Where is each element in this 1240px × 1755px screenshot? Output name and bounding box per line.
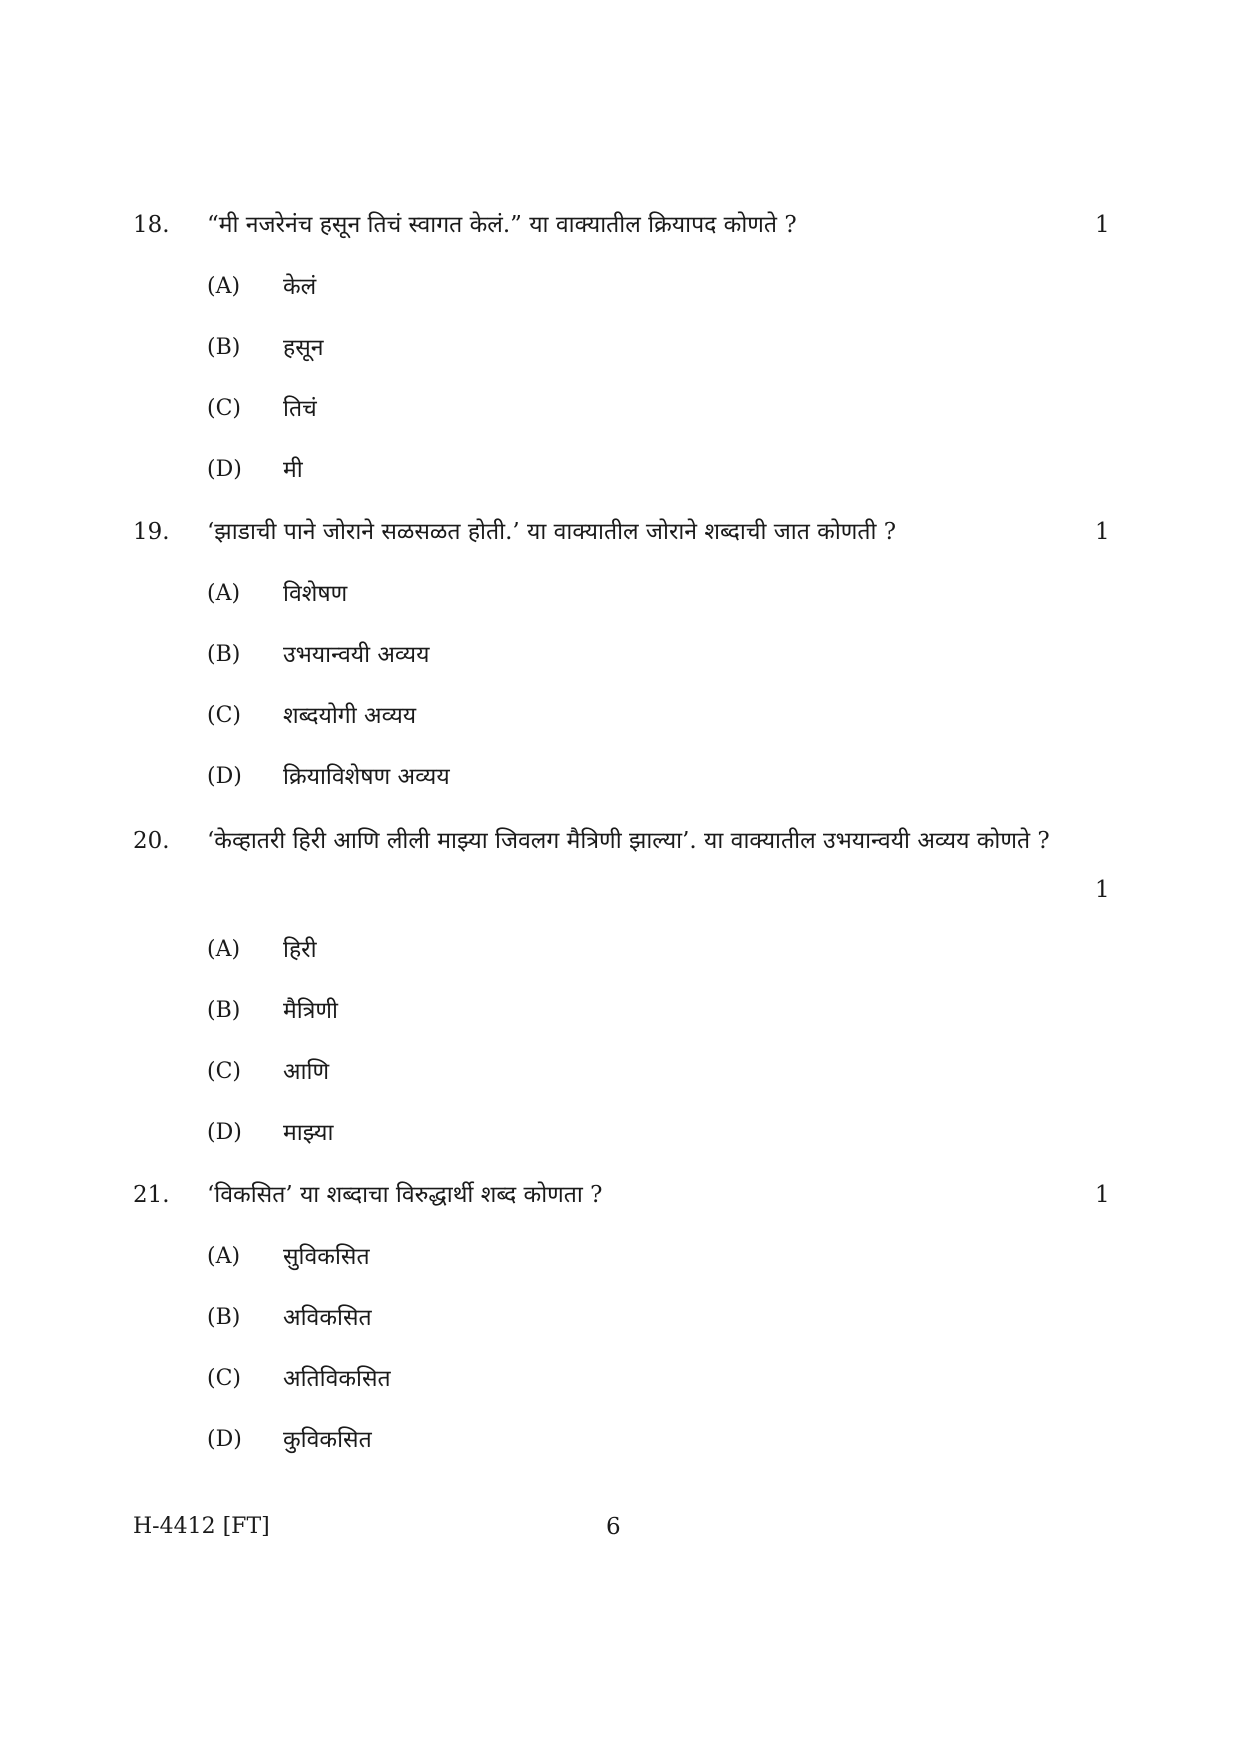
option-text: अतिविकसित (283, 1366, 391, 1392)
option-18-c (0, 394, 1240, 424)
option-label: (C) (207, 396, 241, 421)
question-text: ‘केव्हातरी हिरी आणि लीली माझ्या जिवलग मैत्रिणी झाल्या’. या वाक्यातील उभयान्वयी अव्यय कोणते ? (207, 828, 1050, 854)
option-text: आणि (283, 1059, 330, 1085)
question-number: 18. (133, 212, 170, 238)
question-text: “मी नजरेनंच हसून तिचं स्वागत केलं.” या वाक्यातील क्रियापद कोणते ? (207, 212, 797, 238)
question-number: 20. (133, 828, 170, 854)
option-text: शब्दयोगी अव्यय (283, 703, 417, 729)
option-text: हसून (283, 335, 324, 361)
option-text: मैत्रिणी (283, 998, 338, 1024)
option-label: (B) (207, 998, 241, 1023)
option-label: (D) (207, 764, 242, 789)
option-label: (A) (207, 274, 241, 299)
option-20-a (0, 935, 1240, 965)
option-label: (A) (207, 581, 241, 606)
option-label: (D) (207, 1427, 242, 1452)
option-20-d (0, 1118, 1240, 1148)
option-19-c (0, 701, 1240, 731)
option-text: सुविकसित (283, 1244, 370, 1270)
option-label: (D) (207, 457, 242, 482)
option-20-b (0, 996, 1240, 1026)
paper-code: H-4412 [FT] (133, 1514, 270, 1539)
option-18-b (0, 333, 1240, 363)
option-text: माझ्या (283, 1120, 334, 1146)
option-label: (A) (207, 1244, 241, 1269)
option-21-a (0, 1242, 1240, 1272)
option-label: (C) (207, 703, 241, 728)
question-marks: 1 (1095, 1182, 1110, 1208)
option-label: (B) (207, 1305, 241, 1330)
option-text: क्रियाविशेषण अव्यय (283, 764, 450, 790)
option-21-d (0, 1425, 1240, 1455)
option-text: अविकसित (283, 1305, 372, 1331)
option-label: (B) (207, 335, 241, 360)
option-19-d (0, 762, 1240, 792)
option-18-a (0, 272, 1240, 302)
option-label: (C) (207, 1366, 241, 1391)
question-number: 19. (133, 519, 170, 545)
question-marks: 1 (1095, 212, 1110, 238)
question-text: ‘विकसित’ या शब्दाचा विरुद्धार्थी शब्द कोणता ? (207, 1182, 603, 1208)
option-label: (B) (207, 642, 241, 667)
option-19-a (0, 579, 1240, 609)
option-21-c (0, 1364, 1240, 1394)
option-label: (D) (207, 1120, 242, 1145)
option-text: केलं (283, 274, 317, 300)
option-text: मी (283, 457, 303, 483)
option-text: हिरी (283, 937, 317, 963)
option-19-b (0, 640, 1240, 670)
question-marks: 1 (1095, 519, 1110, 545)
option-text: तिचं (283, 396, 317, 422)
option-20-c (0, 1057, 1240, 1087)
page-number: 6 (606, 1514, 621, 1540)
option-label: (C) (207, 1059, 241, 1084)
option-text: उभयान्वयी अव्यय (283, 642, 430, 668)
question-number: 21. (133, 1182, 170, 1208)
question-marks: 1 (1095, 877, 1110, 903)
question-text: ‘झाडाची पाने जोराने सळसळत होती.’ या वाक्यातील जोराने शब्दाची जात कोणती ? (207, 519, 897, 545)
option-label: (A) (207, 937, 241, 962)
option-21-b (0, 1303, 1240, 1333)
option-18-d (0, 455, 1240, 485)
option-text: विशेषण (283, 581, 348, 607)
option-text: कुविकसित (283, 1427, 372, 1453)
